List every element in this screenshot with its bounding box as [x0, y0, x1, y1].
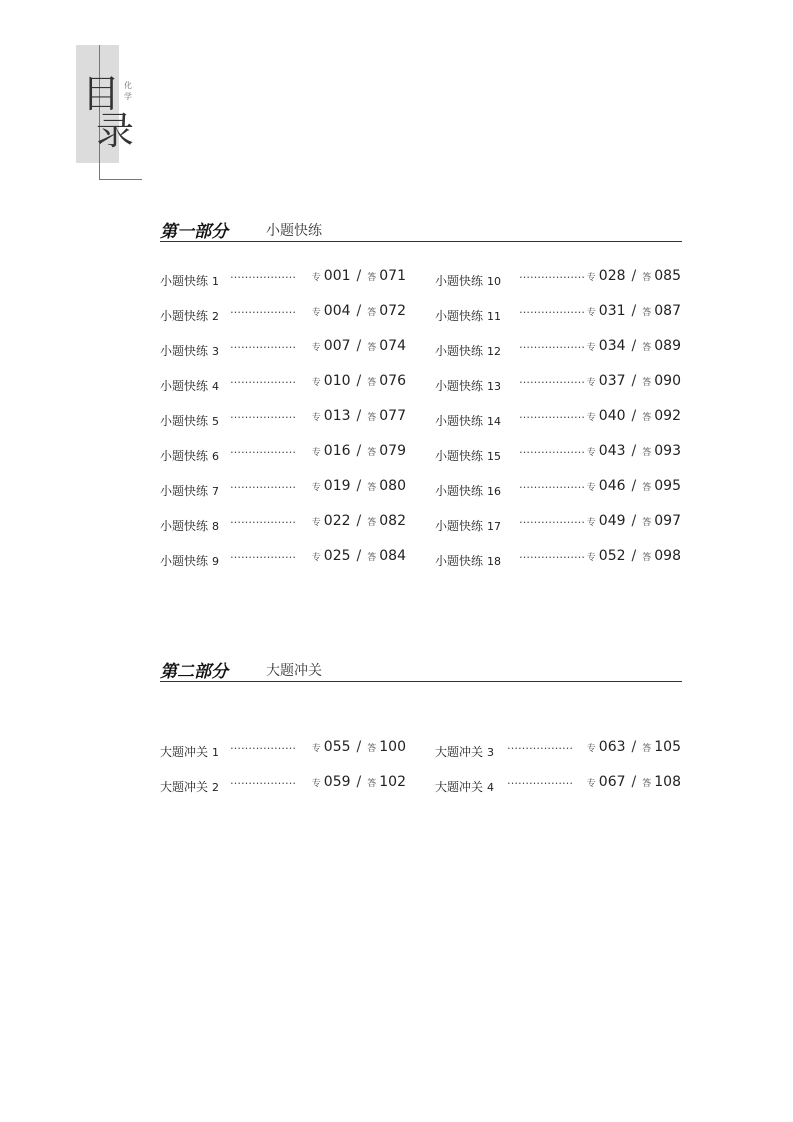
- answer-tag: 答: [642, 273, 652, 283]
- toc-entry[interactable]: [160, 509, 406, 544]
- entry-name: 小题快练: [160, 449, 209, 463]
- entry-number: 2: [212, 310, 220, 323]
- lecture-tag: 专: [586, 518, 596, 528]
- leader-dots: ………………: [519, 303, 585, 316]
- answer-tag: 答: [642, 413, 652, 423]
- toc-entry[interactable]: [435, 369, 681, 404]
- entry-title: [160, 517, 219, 534]
- entry-pages: [312, 443, 406, 459]
- lecture-tag: 专: [311, 448, 321, 458]
- entry-name: 小题快练: [160, 344, 209, 358]
- answer-tag: 答: [367, 343, 377, 353]
- toc-title-char-2: 录: [96, 109, 135, 153]
- toc-entry[interactable]: [160, 264, 406, 299]
- page-separator: /: [356, 478, 362, 494]
- part1-subtitle: 小题快练: [266, 223, 322, 239]
- lecture-page: 037: [598, 373, 626, 389]
- page-separator: /: [356, 513, 362, 529]
- lecture-tag: 专: [586, 273, 596, 283]
- leader-dots: ………………: [230, 548, 296, 561]
- entry-number: 4: [487, 781, 495, 794]
- entry-title: [435, 447, 501, 464]
- answer-tag: 答: [642, 378, 652, 388]
- leader-dots: ………………: [230, 373, 296, 386]
- answer-page: 076: [379, 373, 406, 389]
- leader-dots: ………………: [230, 478, 296, 491]
- entry-title: [435, 412, 501, 429]
- toc-entry[interactable]: [160, 299, 406, 334]
- answer-tag: 答: [367, 518, 377, 528]
- entry-pages: [312, 408, 406, 424]
- page-separator: /: [356, 268, 362, 284]
- leader-dots: ………………: [230, 774, 296, 787]
- page-separator: /: [631, 338, 637, 354]
- answer-tag: 答: [642, 448, 652, 458]
- answer-page: 072: [379, 303, 406, 319]
- part1-left-column: [160, 264, 406, 579]
- lecture-tag: 专: [586, 448, 596, 458]
- answer-tag: 答: [367, 779, 377, 789]
- lecture-page: 004: [323, 303, 351, 319]
- entry-number: 4: [212, 380, 220, 393]
- answer-tag: 答: [367, 378, 377, 388]
- entry-name: 小题快练: [160, 554, 209, 568]
- entry-title: [160, 743, 219, 760]
- lecture-page: 001: [323, 268, 351, 284]
- answer-page: 100: [379, 739, 406, 755]
- lecture-tag: 专: [311, 273, 321, 283]
- lecture-page: 055: [323, 739, 351, 755]
- lecture-tag: 专: [311, 308, 321, 318]
- toc-entry[interactable]: [160, 544, 406, 579]
- entry-name: 小题快练: [435, 379, 484, 393]
- leader-dots: ………………: [230, 268, 296, 281]
- leader-dots: ………………: [230, 303, 296, 316]
- entry-pages: [587, 268, 681, 284]
- entry-number: 1: [212, 275, 220, 288]
- entry-title: [435, 778, 494, 795]
- entry-number: 3: [487, 746, 495, 759]
- entry-title: [160, 342, 219, 359]
- subject-char-1: 化: [124, 81, 132, 90]
- lecture-page: 007: [323, 338, 351, 354]
- lecture-page: 049: [598, 513, 626, 529]
- page-separator: /: [356, 408, 362, 424]
- entry-name: 小题快练: [435, 274, 484, 288]
- lecture-page: 013: [323, 408, 351, 424]
- entry-number: 14: [487, 415, 502, 428]
- entry-name: 小题快练: [435, 554, 484, 568]
- part2-right-column: [435, 735, 681, 805]
- entry-number: 13: [487, 380, 502, 393]
- lecture-page: 016: [323, 443, 351, 459]
- entry-pages: [587, 513, 681, 529]
- page-separator: /: [356, 774, 362, 790]
- lecture-tag: 专: [586, 343, 596, 353]
- part2-header: [160, 655, 682, 682]
- lecture-page: 025: [323, 548, 351, 564]
- page-separator: /: [631, 303, 637, 319]
- leader-dots: ………………: [519, 513, 585, 526]
- entry-pages: [587, 373, 681, 389]
- part1-header: [160, 215, 682, 242]
- lecture-tag: 专: [586, 553, 596, 563]
- lecture-tag: 专: [586, 779, 596, 789]
- entry-name: 小题快练: [160, 274, 209, 288]
- answer-page: 097: [654, 513, 681, 529]
- part2-subtitle: 大题冲关: [266, 663, 322, 679]
- entry-title: [160, 447, 219, 464]
- lecture-page: 031: [598, 303, 626, 319]
- entry-pages: [587, 774, 681, 790]
- toc-entry[interactable]: [160, 770, 406, 805]
- entry-pages: [587, 443, 681, 459]
- entry-name: 小题快练: [160, 379, 209, 393]
- subject-char-2: 学: [124, 92, 132, 101]
- lecture-page: 063: [598, 739, 626, 755]
- entry-title: [435, 552, 501, 569]
- lecture-tag: 专: [311, 744, 321, 754]
- page-separator: /: [631, 739, 637, 755]
- lecture-tag: 专: [586, 744, 596, 754]
- toc-entry[interactable]: [435, 735, 681, 770]
- leader-dots: ………………: [230, 408, 296, 421]
- entry-pages: [587, 338, 681, 354]
- entry-number: 18: [487, 555, 502, 568]
- leader-dots: ………………: [519, 373, 585, 386]
- lecture-page: 010: [323, 373, 351, 389]
- leader-dots: ………………: [519, 478, 585, 491]
- answer-tag: 答: [642, 343, 652, 353]
- toc-entry[interactable]: [160, 735, 406, 770]
- toc-entry[interactable]: [435, 544, 681, 579]
- lecture-page: 067: [598, 774, 626, 790]
- entry-pages: [587, 548, 681, 564]
- entry-number: 8: [212, 520, 220, 533]
- entry-number: 17: [487, 520, 502, 533]
- entry-title: [435, 272, 501, 289]
- answer-page: 093: [654, 443, 681, 459]
- entry-pages: [312, 268, 406, 284]
- leader-dots: ………………: [230, 513, 296, 526]
- entry-name: 小题快练: [435, 484, 484, 498]
- part2-left-column: [160, 735, 406, 805]
- answer-page: 102: [379, 774, 406, 790]
- toc-entry[interactable]: [435, 299, 681, 334]
- entry-pages: [587, 478, 681, 494]
- page-separator: /: [356, 548, 362, 564]
- lecture-tag: 专: [586, 308, 596, 318]
- entry-pages: [312, 739, 406, 755]
- answer-page: 089: [654, 338, 681, 354]
- entry-name: 小题快练: [435, 309, 484, 323]
- toc-entry[interactable]: [160, 369, 406, 404]
- page-separator: /: [356, 739, 362, 755]
- answer-tag: 答: [642, 779, 652, 789]
- entry-title: [435, 482, 501, 499]
- entry-title: [435, 517, 501, 534]
- page-separator: /: [356, 373, 362, 389]
- lecture-page: 040: [598, 408, 626, 424]
- answer-page: 108: [654, 774, 681, 790]
- toc-entry[interactable]: [435, 509, 681, 544]
- entry-title: [435, 342, 501, 359]
- entry-pages: [587, 408, 681, 424]
- entry-pages: [312, 774, 406, 790]
- entry-title: [160, 412, 219, 429]
- entry-number: 15: [487, 450, 502, 463]
- lecture-page: 034: [598, 338, 626, 354]
- entry-title: [435, 743, 494, 760]
- leader-dots: ………………: [519, 268, 585, 281]
- page-separator: /: [631, 408, 637, 424]
- entry-number: 7: [212, 485, 220, 498]
- answer-tag: 答: [367, 273, 377, 283]
- toc-entry[interactable]: [435, 264, 681, 299]
- lecture-tag: 专: [586, 378, 596, 388]
- entry-title: [435, 307, 501, 324]
- lecture-page: 028: [598, 268, 626, 284]
- page-separator: /: [631, 443, 637, 459]
- answer-page: 092: [654, 408, 681, 424]
- leader-dots: ………………: [230, 443, 296, 456]
- answer-page: 085: [654, 268, 681, 284]
- entry-title: [160, 272, 219, 289]
- lecture-tag: 专: [311, 483, 321, 493]
- entry-number: 11: [487, 310, 502, 323]
- toc-entry[interactable]: [160, 474, 406, 509]
- answer-page: 071: [379, 268, 406, 284]
- toc-entry[interactable]: [160, 334, 406, 369]
- entry-name: 大题冲关: [435, 780, 484, 794]
- part2-section: [160, 655, 682, 682]
- entry-name: 小题快练: [160, 309, 209, 323]
- entry-name: 大题冲关: [435, 745, 484, 759]
- toc-entry[interactable]: [435, 770, 681, 805]
- entry-name: 大题冲关: [160, 780, 209, 794]
- toc-entry[interactable]: [435, 334, 681, 369]
- entry-title: [160, 482, 219, 499]
- page-separator: /: [631, 513, 637, 529]
- toc-entry[interactable]: [160, 439, 406, 474]
- leader-dots: ………………: [230, 338, 296, 351]
- leader-dots: ………………: [230, 739, 296, 752]
- answer-page: 098: [654, 548, 681, 564]
- entry-name: 小题快练: [435, 519, 484, 533]
- page-separator: /: [631, 548, 637, 564]
- lecture-page: 022: [323, 513, 351, 529]
- entry-name: 小题快练: [435, 449, 484, 463]
- part1-right-column: [435, 264, 681, 579]
- toc-entry[interactable]: [435, 439, 681, 474]
- lecture-page: 052: [598, 548, 626, 564]
- lecture-tag: 专: [311, 779, 321, 789]
- entry-pages: [312, 478, 406, 494]
- toc-entry[interactable]: [160, 404, 406, 439]
- entry-number: 3: [212, 345, 220, 358]
- answer-page: 082: [379, 513, 406, 529]
- entry-number: 10: [487, 275, 502, 288]
- subject-label: [124, 80, 134, 102]
- answer-page: 105: [654, 739, 681, 755]
- entry-number: 2: [212, 781, 220, 794]
- entry-title: [160, 377, 219, 394]
- page-separator: /: [356, 443, 362, 459]
- lecture-page: 019: [323, 478, 351, 494]
- answer-page: 074: [379, 338, 406, 354]
- part2-label: 第二部分: [160, 662, 228, 682]
- entry-number: 6: [212, 450, 220, 463]
- entry-pages: [312, 548, 406, 564]
- answer-tag: 答: [367, 483, 377, 493]
- leader-dots: ………………: [519, 408, 585, 421]
- answer-tag: 答: [367, 413, 377, 423]
- entry-pages: [587, 303, 681, 319]
- leader-dots: ………………: [507, 739, 573, 752]
- part1-label: 第一部分: [160, 222, 228, 242]
- entry-pages: [312, 513, 406, 529]
- leader-dots: ………………: [519, 338, 585, 351]
- lecture-page: 043: [598, 443, 626, 459]
- answer-page: 079: [379, 443, 406, 459]
- answer-page: 095: [654, 478, 681, 494]
- entry-number: 5: [212, 415, 220, 428]
- answer-tag: 答: [367, 744, 377, 754]
- page-separator: /: [356, 338, 362, 354]
- lecture-tag: 专: [311, 413, 321, 423]
- answer-tag: 答: [642, 308, 652, 318]
- lecture-page: 059: [323, 774, 351, 790]
- part1-section: [160, 215, 682, 242]
- answer-tag: 答: [367, 308, 377, 318]
- entry-title: [160, 552, 219, 569]
- answer-tag: 答: [642, 518, 652, 528]
- page-separator: /: [356, 303, 362, 319]
- toc-entry[interactable]: [435, 404, 681, 439]
- answer-page: 080: [379, 478, 406, 494]
- answer-tag: 答: [367, 448, 377, 458]
- title-frame-horizontal: [99, 179, 142, 180]
- entry-name: 小题快练: [160, 484, 209, 498]
- entry-number: 12: [487, 345, 502, 358]
- entry-pages: [312, 373, 406, 389]
- entry-title: [435, 377, 501, 394]
- leader-dots: ………………: [507, 774, 573, 787]
- lecture-tag: 专: [311, 553, 321, 563]
- lecture-tag: 专: [586, 483, 596, 493]
- entry-pages: [312, 303, 406, 319]
- page-separator: /: [631, 478, 637, 494]
- entry-pages: [312, 338, 406, 354]
- lecture-tag: 专: [311, 343, 321, 353]
- entry-number: 9: [212, 555, 220, 568]
- entry-name: 大题冲关: [160, 745, 209, 759]
- answer-page: 077: [379, 408, 406, 424]
- entry-name: 小题快练: [160, 414, 209, 428]
- lecture-tag: 专: [311, 378, 321, 388]
- page-separator: /: [631, 774, 637, 790]
- page-separator: /: [631, 268, 637, 284]
- entry-title: [160, 307, 219, 324]
- lecture-tag: 专: [311, 518, 321, 528]
- answer-page: 087: [654, 303, 681, 319]
- entry-name: 小题快练: [160, 519, 209, 533]
- answer-tag: 答: [642, 744, 652, 754]
- answer-tag: 答: [367, 553, 377, 563]
- leader-dots: ………………: [519, 548, 585, 561]
- toc-entry[interactable]: [435, 474, 681, 509]
- answer-page: 090: [654, 373, 681, 389]
- entry-pages: [587, 739, 681, 755]
- entry-title: [160, 778, 219, 795]
- leader-dots: ………………: [519, 443, 585, 456]
- entry-name: 小题快练: [435, 414, 484, 428]
- answer-tag: 答: [642, 553, 652, 563]
- entry-number: 1: [212, 746, 220, 759]
- toc-title-char-1: 目: [82, 72, 121, 116]
- lecture-page: 046: [598, 478, 626, 494]
- entry-number: 16: [487, 485, 502, 498]
- answer-page: 084: [379, 548, 406, 564]
- entry-name: 小题快练: [435, 344, 484, 358]
- answer-tag: 答: [642, 483, 652, 493]
- page-separator: /: [631, 373, 637, 389]
- lecture-tag: 专: [586, 413, 596, 423]
